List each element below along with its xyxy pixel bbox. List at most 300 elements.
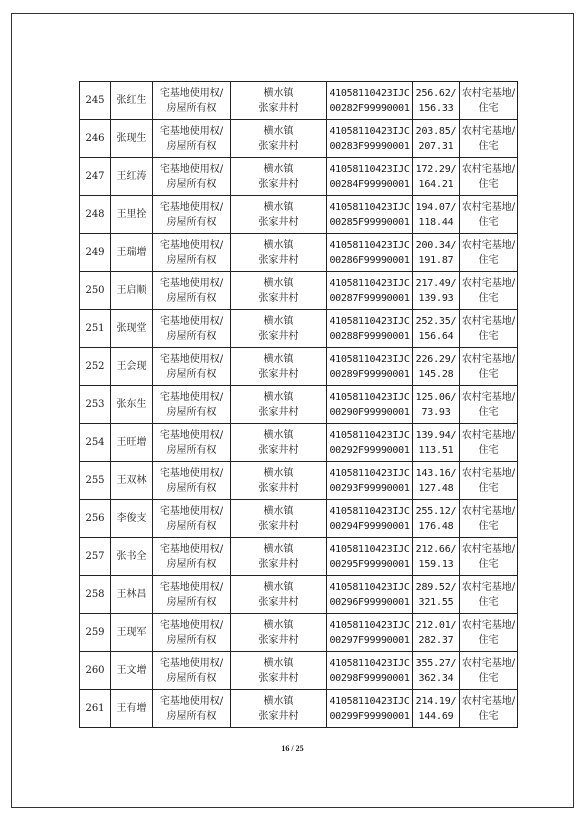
right-type-cell (153, 82, 231, 120)
land-use-cell (460, 386, 518, 424)
location-line-2: 张家井村 (258, 520, 299, 532)
right-type-line-1: 宅基地使用权/ (159, 277, 224, 289)
area-line-2: 191.87 (418, 254, 454, 266)
unit-code-line-2: 00287F99990001 (329, 292, 410, 304)
right-type-line-2: 房屋所有权 (166, 216, 217, 228)
right-type-cell (153, 462, 231, 500)
right-type-line-2: 房屋所有权 (166, 254, 217, 266)
right-type-cell (153, 348, 231, 386)
unit-code-line-2: 00288F99990001 (329, 330, 410, 342)
land-use-line-2: 住宅 (478, 406, 499, 418)
area-line-1: 289.52/ (415, 581, 457, 593)
area-line-1: 200.34/ (415, 239, 457, 251)
right-type-cell (153, 576, 231, 614)
land-use-line-1: 农村宅基地/ (461, 543, 516, 555)
row-index-cell: 254 (80, 424, 111, 462)
property-registry-table (79, 81, 518, 728)
unit-code-line-1: 41058110423IJC (329, 353, 410, 365)
table-row (80, 538, 518, 576)
row-index-cell: 253 (80, 386, 111, 424)
area-line-2: 176.48 (418, 520, 454, 532)
row-index-cell: 247 (80, 158, 111, 196)
unit-code-line-2: 00297F99990001 (329, 634, 410, 646)
unit-code-line-1: 41058110423IJC (329, 315, 410, 327)
unit-code-line-1: 41058110423IJC (329, 505, 410, 517)
area-cell (413, 614, 460, 652)
unit-code-cell (327, 690, 413, 728)
land-use-cell (460, 348, 518, 386)
land-use-line-1: 农村宅基地/ (461, 315, 516, 327)
unit-code-line-1: 41058110423IJC (329, 239, 410, 251)
area-line-2: 156.64 (418, 330, 454, 342)
land-use-cell (460, 424, 518, 462)
location-line-1: 横水镇 (263, 467, 294, 479)
right-type-line-2: 房屋所有权 (166, 178, 217, 190)
table-row (80, 196, 518, 234)
unit-code-cell (327, 82, 413, 120)
location-line-1: 横水镇 (263, 277, 294, 289)
land-use-line-1: 农村宅基地/ (461, 619, 516, 631)
owner-name-cell: 张红生 (111, 82, 153, 120)
area-cell (413, 158, 460, 196)
land-use-cell (460, 82, 518, 120)
unit-code-line-1: 41058110423IJC (329, 695, 410, 707)
location-cell (231, 614, 327, 652)
location-line-2: 张家井村 (258, 216, 299, 228)
owner-name-cell: 王会现 (111, 348, 153, 386)
area-line-1: 172.29/ (415, 163, 457, 175)
area-cell (413, 386, 460, 424)
unit-code-line-2: 00293F99990001 (329, 482, 410, 494)
location-line-2: 张家井村 (258, 482, 299, 494)
row-index-cell: 245 (80, 82, 111, 120)
area-line-2: 113.51 (418, 444, 454, 456)
area-line-2: 321.55 (418, 596, 454, 608)
land-use-line-2: 住宅 (478, 330, 499, 342)
location-cell (231, 82, 327, 120)
location-line-2: 张家井村 (258, 178, 299, 190)
right-type-cell (153, 120, 231, 158)
right-type-cell (153, 614, 231, 652)
owner-name-cell: 王旺增 (111, 424, 153, 462)
unit-code-cell (327, 158, 413, 196)
right-type-cell (153, 690, 231, 728)
row-index-cell: 259 (80, 614, 111, 652)
location-cell (231, 500, 327, 538)
unit-code-line-2: 00296F99990001 (329, 596, 410, 608)
location-line-1: 横水镇 (263, 657, 294, 669)
right-type-cell (153, 272, 231, 310)
area-line-2: 73.93 (421, 406, 451, 418)
unit-code-cell (327, 652, 413, 690)
location-line-1: 横水镇 (263, 391, 294, 403)
unit-code-cell (327, 614, 413, 652)
location-line-1: 横水镇 (263, 239, 294, 251)
area-line-2: 207.31 (418, 140, 454, 152)
right-type-line-1: 宅基地使用权/ (159, 391, 224, 403)
land-use-line-1: 农村宅基地/ (461, 695, 516, 707)
area-line-1: 256.62/ (415, 87, 457, 99)
area-cell (413, 272, 460, 310)
right-type-line-1: 宅基地使用权/ (159, 581, 224, 593)
unit-code-line-2: 00294F99990001 (329, 520, 410, 532)
area-cell (413, 652, 460, 690)
location-line-2: 张家井村 (258, 596, 299, 608)
land-use-line-2: 住宅 (478, 672, 499, 684)
area-line-1: 252.35/ (415, 315, 457, 327)
right-type-line-2: 房屋所有权 (166, 558, 217, 570)
area-line-1: 226.29/ (415, 353, 457, 365)
land-use-line-2: 住宅 (478, 102, 499, 114)
location-cell (231, 386, 327, 424)
land-use-line-1: 农村宅基地/ (461, 353, 516, 365)
land-use-line-1: 农村宅基地/ (461, 163, 516, 175)
unit-code-cell (327, 234, 413, 272)
owner-name-cell: 张现堂 (111, 310, 153, 348)
location-line-2: 张家井村 (258, 634, 299, 646)
owner-name-cell: 王现军 (111, 614, 153, 652)
location-cell (231, 690, 327, 728)
location-cell (231, 538, 327, 576)
unit-code-cell (327, 196, 413, 234)
location-line-2: 张家井村 (258, 710, 299, 722)
row-index-cell: 257 (80, 538, 111, 576)
location-line-1: 横水镇 (263, 353, 294, 365)
right-type-line-1: 宅基地使用权/ (159, 201, 224, 213)
location-line-1: 横水镇 (263, 315, 294, 327)
area-line-2: 164.21 (418, 178, 454, 190)
right-type-line-2: 房屋所有权 (166, 292, 217, 304)
land-use-cell (460, 690, 518, 728)
row-index-cell: 261 (80, 690, 111, 728)
area-line-2: 282.37 (418, 634, 454, 646)
location-line-1: 横水镇 (263, 695, 294, 707)
unit-code-cell (327, 538, 413, 576)
area-line-1: 255.12/ (415, 505, 457, 517)
owner-name-cell: 王瑞增 (111, 234, 153, 272)
land-use-line-2: 住宅 (478, 178, 499, 190)
land-use-cell (460, 310, 518, 348)
table-row (80, 82, 518, 120)
owner-name-cell: 王林昌 (111, 576, 153, 614)
unit-code-cell (327, 272, 413, 310)
area-line-2: 145.28 (418, 368, 454, 380)
row-index-cell: 260 (80, 652, 111, 690)
right-type-cell (153, 500, 231, 538)
right-type-line-1: 宅基地使用权/ (159, 505, 224, 517)
land-use-line-1: 农村宅基地/ (461, 239, 516, 251)
right-type-line-2: 房屋所有权 (166, 368, 217, 380)
land-use-cell (460, 120, 518, 158)
area-cell (413, 538, 460, 576)
location-cell (231, 310, 327, 348)
unit-code-line-1: 41058110423IJC (329, 657, 410, 669)
row-index-cell: 258 (80, 576, 111, 614)
location-line-1: 横水镇 (263, 125, 294, 137)
row-index-cell: 248 (80, 196, 111, 234)
unit-code-line-1: 41058110423IJC (329, 391, 410, 403)
right-type-line-1: 宅基地使用权/ (159, 87, 224, 99)
land-use-line-2: 住宅 (478, 634, 499, 646)
unit-code-cell (327, 348, 413, 386)
land-use-line-2: 住宅 (478, 596, 499, 608)
location-line-2: 张家井村 (258, 558, 299, 570)
right-type-cell (153, 234, 231, 272)
owner-name-cell: 王文增 (111, 652, 153, 690)
right-type-line-2: 房屋所有权 (166, 634, 217, 646)
right-type-line-1: 宅基地使用权/ (159, 695, 224, 707)
area-cell (413, 196, 460, 234)
land-use-line-2: 住宅 (478, 216, 499, 228)
row-index-cell: 256 (80, 500, 111, 538)
owner-name-cell: 王有增 (111, 690, 153, 728)
owner-name-cell: 王红涛 (111, 158, 153, 196)
unit-code-line-1: 41058110423IJC (329, 429, 410, 441)
location-line-1: 横水镇 (263, 543, 294, 555)
right-type-line-2: 房屋所有权 (166, 406, 217, 418)
right-type-line-1: 宅基地使用权/ (159, 315, 224, 327)
area-cell (413, 348, 460, 386)
location-cell (231, 120, 327, 158)
unit-code-line-1: 41058110423IJC (329, 125, 410, 137)
unit-code-cell (327, 386, 413, 424)
row-index-cell: 252 (80, 348, 111, 386)
right-type-line-2: 房屋所有权 (166, 672, 217, 684)
unit-code-cell (327, 500, 413, 538)
table-row (80, 120, 518, 158)
location-cell (231, 196, 327, 234)
location-line-2: 张家井村 (258, 330, 299, 342)
area-line-1: 139.94/ (415, 429, 457, 441)
unit-code-line-2: 00285F99990001 (329, 216, 410, 228)
unit-code-line-2: 00289F99990001 (329, 368, 410, 380)
right-type-line-1: 宅基地使用权/ (159, 543, 224, 555)
table-body (80, 82, 518, 728)
land-use-line-1: 农村宅基地/ (461, 125, 516, 137)
right-type-cell (153, 424, 231, 462)
location-line-2: 张家井村 (258, 672, 299, 684)
unit-code-line-2: 00298F99990001 (329, 672, 410, 684)
location-line-1: 横水镇 (263, 619, 294, 631)
row-index-cell: 251 (80, 310, 111, 348)
location-line-1: 横水镇 (263, 429, 294, 441)
right-type-line-2: 房屋所有权 (166, 102, 217, 114)
table-row (80, 272, 518, 310)
unit-code-line-1: 41058110423IJC (329, 543, 410, 555)
area-line-2: 362.34 (418, 672, 454, 684)
location-line-1: 横水镇 (263, 87, 294, 99)
land-use-cell (460, 196, 518, 234)
area-line-1: 143.16/ (415, 467, 457, 479)
right-type-cell (153, 652, 231, 690)
unit-code-line-2: 00295F99990001 (329, 558, 410, 570)
area-line-1: 203.85/ (415, 125, 457, 137)
land-use-line-1: 农村宅基地/ (461, 429, 516, 441)
area-cell (413, 82, 460, 120)
land-use-line-1: 农村宅基地/ (461, 467, 516, 479)
area-line-2: 139.93 (418, 292, 454, 304)
unit-code-line-2: 00284F99990001 (329, 178, 410, 190)
right-type-cell (153, 386, 231, 424)
location-line-1: 横水镇 (263, 581, 294, 593)
table-row (80, 424, 518, 462)
table-row (80, 652, 518, 690)
unit-code-line-1: 41058110423IJC (329, 467, 410, 479)
area-line-1: 194.07/ (415, 201, 457, 213)
right-type-line-2: 房屋所有权 (166, 520, 217, 532)
area-line-1: 355.27/ (415, 657, 457, 669)
right-type-line-1: 宅基地使用权/ (159, 239, 224, 251)
area-cell (413, 310, 460, 348)
land-use-cell (460, 576, 518, 614)
table-row (80, 386, 518, 424)
area-cell (413, 424, 460, 462)
area-cell (413, 690, 460, 728)
unit-code-cell (327, 576, 413, 614)
land-use-line-1: 农村宅基地/ (461, 505, 516, 517)
location-cell (231, 424, 327, 462)
land-use-line-2: 住宅 (478, 558, 499, 570)
area-cell (413, 500, 460, 538)
land-use-line-1: 农村宅基地/ (461, 277, 516, 289)
unit-code-cell (327, 120, 413, 158)
location-cell (231, 158, 327, 196)
unit-code-line-2: 00283F99990001 (329, 140, 410, 152)
right-type-line-2: 房屋所有权 (166, 482, 217, 494)
unit-code-line-1: 41058110423IJC (329, 619, 410, 631)
location-cell (231, 348, 327, 386)
right-type-cell (153, 158, 231, 196)
location-cell (231, 652, 327, 690)
area-line-2: 144.69 (418, 710, 454, 722)
right-type-line-2: 房屋所有权 (166, 330, 217, 342)
row-index-cell: 249 (80, 234, 111, 272)
unit-code-cell (327, 462, 413, 500)
row-index-cell: 255 (80, 462, 111, 500)
land-use-cell (460, 652, 518, 690)
owner-name-cell: 张书全 (111, 538, 153, 576)
land-use-line-2: 住宅 (478, 254, 499, 266)
location-line-1: 横水镇 (263, 163, 294, 175)
area-line-1: 214.19/ (415, 695, 457, 707)
location-cell (231, 462, 327, 500)
right-type-line-1: 宅基地使用权/ (159, 353, 224, 365)
table-row (80, 614, 518, 652)
land-use-cell (460, 234, 518, 272)
owner-name-cell: 王双林 (111, 462, 153, 500)
land-use-line-1: 农村宅基地/ (461, 201, 516, 213)
location-line-2: 张家井村 (258, 254, 299, 266)
location-line-2: 张家井村 (258, 444, 299, 456)
unit-code-cell (327, 310, 413, 348)
land-use-cell (460, 158, 518, 196)
right-type-line-1: 宅基地使用权/ (159, 657, 224, 669)
unit-code-line-1: 41058110423IJC (329, 163, 410, 175)
area-line-1: 125.06/ (415, 391, 457, 403)
land-use-cell (460, 272, 518, 310)
location-line-1: 横水镇 (263, 201, 294, 213)
right-type-line-2: 房屋所有权 (166, 596, 217, 608)
table-row (80, 462, 518, 500)
area-cell (413, 234, 460, 272)
area-line-1: 212.01/ (415, 619, 457, 631)
land-use-cell (460, 462, 518, 500)
table-row (80, 158, 518, 196)
land-use-cell (460, 500, 518, 538)
location-cell (231, 576, 327, 614)
table-row (80, 234, 518, 272)
unit-code-line-2: 00290F99990001 (329, 406, 410, 418)
unit-code-cell (327, 424, 413, 462)
right-type-line-2: 房屋所有权 (166, 444, 217, 456)
unit-code-line-2: 00282F99990001 (329, 102, 410, 114)
unit-code-line-1: 41058110423IJC (329, 581, 410, 593)
owner-name-cell: 李俊支 (111, 500, 153, 538)
right-type-line-2: 房屋所有权 (166, 140, 217, 152)
owner-name-cell: 王里拴 (111, 196, 153, 234)
location-cell (231, 234, 327, 272)
location-cell (231, 272, 327, 310)
right-type-cell (153, 196, 231, 234)
right-type-line-1: 宅基地使用权/ (159, 619, 224, 631)
table-row (80, 576, 518, 614)
location-line-2: 张家井村 (258, 140, 299, 152)
area-line-2: 127.48 (418, 482, 454, 494)
unit-code-line-1: 41058110423IJC (329, 201, 410, 213)
table-row (80, 690, 518, 728)
land-use-line-2: 住宅 (478, 368, 499, 380)
land-use-line-2: 住宅 (478, 710, 499, 722)
row-index-cell: 250 (80, 272, 111, 310)
owner-name-cell: 张现生 (111, 120, 153, 158)
land-use-line-1: 农村宅基地/ (461, 657, 516, 669)
table-row (80, 310, 518, 348)
area-cell (413, 120, 460, 158)
area-cell (413, 462, 460, 500)
right-type-line-1: 宅基地使用权/ (159, 467, 224, 479)
land-use-line-2: 住宅 (478, 292, 499, 304)
land-use-line-1: 农村宅基地/ (461, 87, 516, 99)
area-line-2: 156.33 (418, 102, 454, 114)
land-use-line-1: 农村宅基地/ (461, 581, 516, 593)
area-cell (413, 576, 460, 614)
location-line-2: 张家井村 (258, 368, 299, 380)
land-use-line-2: 住宅 (478, 482, 499, 494)
unit-code-line-2: 00292F99990001 (329, 444, 410, 456)
area-line-1: 217.49/ (415, 277, 457, 289)
area-line-2: 118.44 (418, 216, 454, 228)
unit-code-line-1: 41058110423IJC (329, 87, 410, 99)
area-line-2: 159.13 (418, 558, 454, 570)
land-use-line-2: 住宅 (478, 444, 499, 456)
owner-name-cell: 张东生 (111, 386, 153, 424)
location-line-2: 张家井村 (258, 102, 299, 114)
location-line-2: 张家井村 (258, 292, 299, 304)
location-line-1: 横水镇 (263, 505, 294, 517)
land-use-line-1: 农村宅基地/ (461, 391, 516, 403)
right-type-line-1: 宅基地使用权/ (159, 163, 224, 175)
right-type-cell (153, 538, 231, 576)
right-type-line-1: 宅基地使用权/ (159, 429, 224, 441)
unit-code-line-2: 00286F99990001 (329, 254, 410, 266)
land-use-line-2: 住宅 (478, 520, 499, 532)
right-type-cell (153, 310, 231, 348)
right-type-line-2: 房屋所有权 (166, 710, 217, 722)
land-use-cell (460, 538, 518, 576)
table-row (80, 500, 518, 538)
row-index-cell: 246 (80, 120, 111, 158)
area-line-1: 212.66/ (415, 543, 457, 555)
